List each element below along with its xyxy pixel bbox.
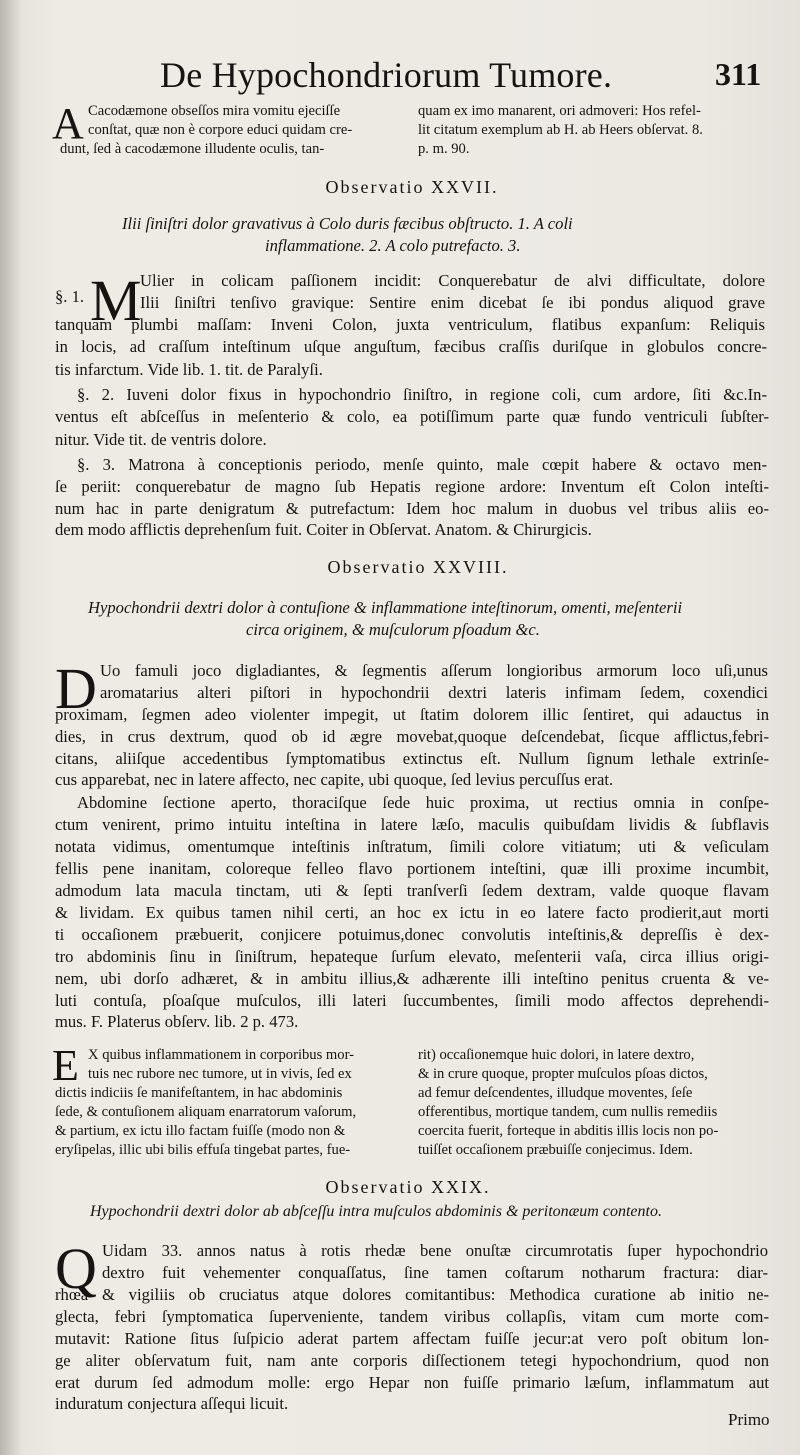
text-line: dies, in crus dextrum, quod ob id ægre movebat,quoque deſcendebat, ſicque afflictus,febri-	[55, 727, 769, 746]
text-line: admodum lata macula tinctam, uti & ſepti tranſverſi ſedem dextram, valde quoque flavam	[55, 881, 769, 900]
text-line: Ulier in colicam paſſionem incidit: Conquerebatur de alvi difficultate, dolore	[140, 271, 765, 290]
note-left-line: X quibus inflammationem in corporibus mor-	[88, 1047, 355, 1063]
intro-left-line: Cacodæmone obseſſos mira vomitu ejeciſſe	[88, 103, 341, 119]
observation-subtitle: inflammatione. 2. A colo putrefacto. 3.	[265, 236, 521, 255]
text-line: notata vidimus, omentumque inteſtinis inſtratum, ſimili colore vitiatum; uti & veſiculam	[55, 837, 769, 856]
text-line: cus apparebat, nec in latere affecto, nec capite, ubi quoque, ſed levius percuſſus erat.	[55, 770, 614, 789]
text-line: Uo famuli joco digladiantes, & ſegmentis aſſerum longioribus armorum loco uſi,unus	[100, 661, 768, 680]
text-line: Abdomine ſectione aperto, thoraciſque ſede huic proxima, ut rectius omnia in conſpe-	[77, 793, 769, 812]
text-line: proximam, ſegmen adeo violenter impegit, ut ſtatim dolorem illic ſentiret, qui adauctus in	[55, 705, 769, 724]
text-line: ſe periit: conquerebatur de magno ſub Hepatis regione ardore: Inventum eſt Colon inteſti-	[55, 477, 769, 496]
text-line: §. 2. Iuveni dolor fixus in hypochondrio ſiniſtro, in regione coli, cum ardore, ſiti &c.In-	[77, 385, 767, 404]
observation-heading: Observatio XXIX.	[325, 1177, 491, 1197]
observation-subtitle: Hypochondrii dextri dolor à contuſione & inflammatione inteſtinorum, omenti, meſenterii	[88, 598, 683, 617]
text-line: ctum venirent, primo intuitu inteſtina in latere læſo, maculis quibuſdam lividis & ſubflavis	[55, 815, 769, 834]
catchword: Primo	[728, 1410, 770, 1429]
text-line: erat durum ſed admodum molle: ergo Hepar non fuiſſe primario læſum, inflammatum aut	[55, 1373, 769, 1392]
note-left-line: & partium, ex ictu illo factam fuiſſe (modo non &	[55, 1123, 346, 1139]
text-line: tro abdominis ſinu in ſiniſtrum, hepateque ſurſum elevato, meſenterii vaſa, circa illius origi-	[55, 947, 769, 966]
text-line: §. 3. Matrona à conceptionis periodo, menſe quinto, male cœpit habere & octavo men-	[77, 455, 767, 474]
drop-cap-a: A	[52, 99, 84, 148]
text-line: rhœa & vigiliis ob cruciatus atque dolores comitantibus: Methodica curatione ab initio ne-	[55, 1285, 769, 1304]
section-mark: §. 1.	[55, 287, 85, 306]
text-line: tis infarctum. Vide lib. 1. tit. de Paralyſi.	[55, 360, 323, 379]
note-right-line: rit) occaſionemque huic dolori, in latere dextro,	[418, 1047, 695, 1063]
text-line: nitur. Vide tit. de ventris dolore.	[55, 430, 267, 449]
note-left-line: ſede, & contuſionem aliquam enarratorum vaſorum,	[55, 1104, 357, 1120]
text-line: luti contuſa, pſoaſque muſculos, illi lateri ſuccumbentes, ſimili modo affectos deprehendi-	[55, 991, 769, 1010]
drop-cap-q: Q	[55, 1236, 97, 1301]
intro-right-line: p. m. 90.	[418, 141, 470, 157]
text-line: in locis, ad craſſum inteſtinum uſque anguſtum, fæcibus craſſis duriſque in globulos concre-	[55, 337, 767, 356]
note-right-line: ad femur deſcendentes, illudque moventes, ſeſe	[418, 1085, 693, 1101]
text-line: nem, ubi dorſo adhæret, & in ambitu illius,& adhærente illi inteſtino penitus cruenta & ve-	[55, 969, 769, 988]
text-line: mus. F. Platerus obſerv. lib. 2 p. 473.	[55, 1012, 299, 1031]
note-left-line: tuis nec rubore nec tumore, ut in vivis, ſed ex	[88, 1066, 352, 1082]
note-right-line: offerentibus, mortique tandem, cum nullis remediis	[418, 1104, 718, 1120]
text-line: ti occaſionem præbuerit, conjicere potuimus,donec convolutis inteſtinis,& depreſſis è dex-	[55, 925, 769, 944]
text-line: glecta, febri ſymptomatica ſuperveniente, tandem viribus collapſis, vitam cum morte com-	[55, 1307, 769, 1326]
text-line: & lividam. Ex quibus tamen nihil certi, an hoc ex ictu in eo latere facto prodierit,aut morti	[55, 903, 769, 922]
text-line: ge aliter obſervatum fuit, nam ante corporis diſſectionem tetegi hypochondrium, quod non	[55, 1351, 769, 1370]
drop-cap-m: M	[90, 268, 142, 333]
note-left-line: dictis indiciis ſe manifeſtantem, in hac abdominis	[55, 1085, 343, 1101]
text-line: citans, aliiſque accedentibus ſymptomatibus extinctus eſt. Nullum ſignum lethale extrinſe-	[55, 749, 769, 768]
text-line: dextro fuit vehementer conquaſſatus, ſine tamen coſtarum notharum fractura: diar-	[102, 1263, 768, 1282]
text-line: tanquam plumbi maſſam: Inveni Colon, juxta ventriculum, flatibus expanſum: Reliquis	[55, 315, 765, 334]
note-right-line: & in crure quoque, propter muſculos pſoas dictos,	[418, 1066, 708, 1082]
observation-heading: Observatio XXVIII.	[327, 557, 509, 577]
note-right-line: tuiſſet occaſionem præbuiſſe conjecimus. Idem.	[418, 1142, 693, 1158]
observation-subtitle: Hypochondrii dextri dolor ab abſceſſu intra muſculos abdominis & peritonæum contento.	[90, 1203, 662, 1220]
text-line: aromatarius alteri piſtori in hypochondrii dextri lateris infimam ſedem, coxendici	[100, 683, 768, 702]
text-line: induratum conjectura aſſequi licuit.	[55, 1394, 289, 1413]
running-title: De Hypochondriorum Tumore.	[160, 55, 613, 95]
intro-right-line: quam ex imo manarent, ori admoveri: Hos refel-	[418, 103, 701, 119]
drop-cap-e: E	[52, 1041, 79, 1090]
text-line: mutavit: Ratione ſitus ſuſpicio aderat partem affectam fuiſſe jecur:at vero poſt obitum lon-	[55, 1329, 769, 1348]
page-number: 311	[715, 56, 762, 92]
observation-heading: Observatio XXVII.	[325, 177, 499, 197]
note-left-line: eryſipelas, illic ubi bilis effuſa tingebat partes, fue-	[55, 1142, 351, 1158]
text-line: num hac in parte denigratum & putrefactum: Idem hoc malum in duobus vel tribus aliis eo-	[55, 499, 769, 518]
observation-subtitle: Ilii ſiniſtri dolor gravativus à Colo duris fæcibus obſtructo. 1. A coli	[122, 214, 573, 233]
note-right-line: coercita fuerit, forteque in abditis illis locis non po-	[418, 1123, 719, 1139]
intro-left-line: conſtat, quæ non è corpore educi quidam cre-	[88, 122, 353, 138]
text-line: ventus eſt abſceſſus in meſenterio & colo, ea potiſſimum parte quæ fundo ventriculi ſubſter-	[55, 407, 769, 426]
text-line: Ilii ſiniſtri tenſivo gravique: Sentire enim dicebat ſe ibi pondus aliquod grave	[140, 293, 765, 312]
drop-cap-d: D	[55, 656, 97, 721]
text-line: fellis pene inanitam, coloreque felleo flavo portionem inteſtini, quæ illi proxime incumbit,	[55, 859, 769, 878]
text-line: Uidam 33. annos natus à rotis rhedæ bene onuſtæ circumrotatis ſuper hypochondrio	[102, 1241, 768, 1260]
text-line: dem modo afflictis deprehenſum fuit. Coiter in Obſervat. Anatom. & Chirurgicis.	[55, 520, 592, 539]
intro-right-line: lit citatum exemplum ab H. ab Heers obſervat. 8.	[418, 122, 703, 138]
observation-subtitle: circa originem, & muſculorum pſoadum &c.	[246, 620, 540, 639]
intro-left-line: dunt, ſed à cacodæmone illudente oculis, tan-	[60, 141, 325, 157]
